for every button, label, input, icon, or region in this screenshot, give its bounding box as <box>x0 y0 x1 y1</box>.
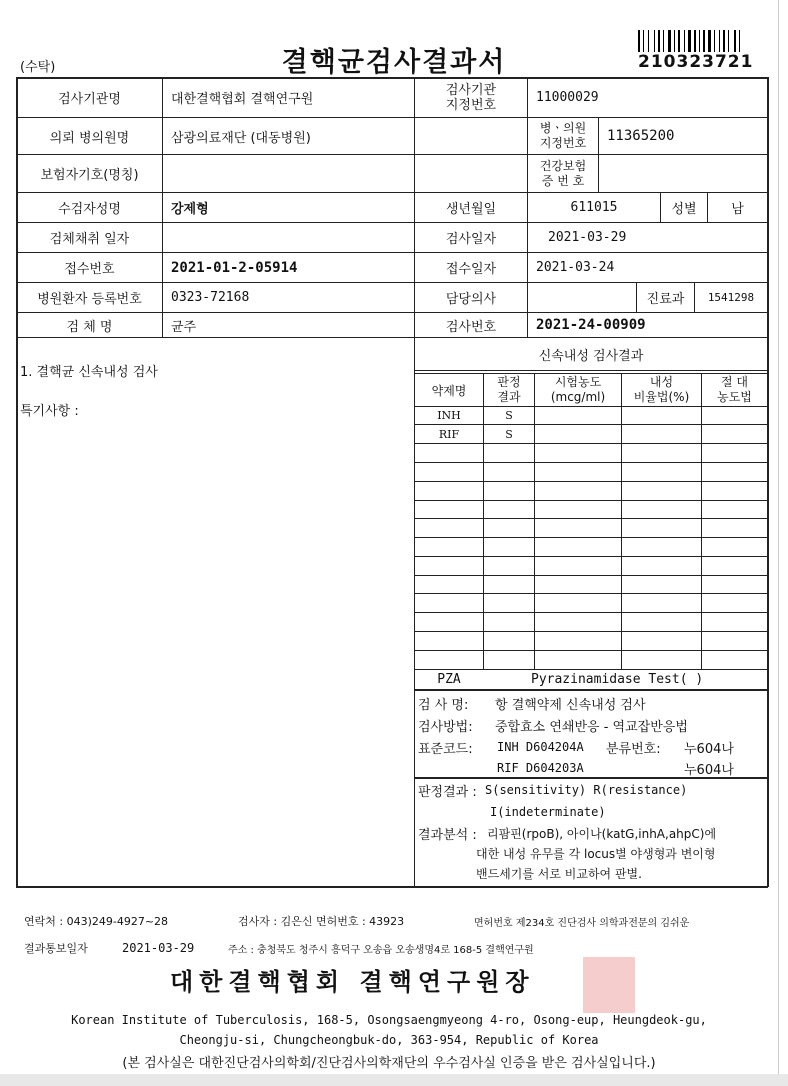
patient-value: 강제형 <box>171 202 209 217</box>
footer-report-date: 2021-03-29 <box>122 941 195 955</box>
standard-code-label: 표준코드: <box>418 741 473 757</box>
doctor-value <box>528 283 644 312</box>
footer-report-date-label: 결과통보일자 <box>24 942 88 955</box>
method-name-label: 검 사 명: <box>418 697 469 713</box>
result-row-line <box>414 500 768 501</box>
col-conc-header-line2: (mcg/ml) <box>550 390 606 404</box>
result-row-line <box>414 593 768 594</box>
class-no-inh: 누604나 <box>684 741 734 757</box>
insurance-card-value <box>599 155 767 192</box>
remarks-label: 특기사항 : <box>20 403 79 419</box>
viewer-bottom-strip <box>0 1074 788 1086</box>
receipt-date-value: 2021-03-24 <box>536 260 615 275</box>
footer-license: 면허번호 제234호 진단검사 의학과전문의 김쉬운 <box>474 917 690 929</box>
entrust-label: (수탁) <box>20 60 56 75</box>
result-row-line <box>414 556 768 557</box>
insured-value <box>163 155 414 192</box>
dept-label: 진료과 <box>646 292 685 307</box>
footer-english-line2: Cheongju-si, Chungcheongbuk-do, 363-954, Republic of Korea <box>179 1033 599 1047</box>
lab-code-value: 11000029 <box>536 90 599 105</box>
judge-line2: I(indeterminate) <box>490 805 606 819</box>
patient-label: 수검자성명 <box>58 202 121 217</box>
footer-examiner: 검사자 : 김은신 면허번호 : 43923 <box>238 915 405 928</box>
doctor-label: 담당의사 <box>445 292 497 307</box>
col-judge-header-line1: 판정 <box>497 375 521 389</box>
insurance-card-label-line1: 건강보험 <box>539 158 587 173</box>
result-row-line <box>414 518 768 519</box>
col-abs-header <box>702 374 767 406</box>
lab-code-label-line1: 검사기관 <box>445 82 497 98</box>
test-date-value: 2021-03-29 <box>548 230 627 245</box>
test-date-label: 검사일자 <box>445 232 497 247</box>
hospital-value: 삼광의료재단 (대동병원) <box>171 130 311 146</box>
col-conc-header <box>535 374 621 406</box>
hospital-label: 의뢰 병의원명 <box>49 130 130 146</box>
footer-address: 주소 : 충청북도 청주시 흥덕구 오송읍 오송생명4로 168-5 결핵연구원 <box>228 944 534 956</box>
hospital-code-label-line1: 병ㆍ의원 <box>539 121 587 135</box>
collect-date-value <box>163 223 414 252</box>
lab-value: 대한결핵협회 결핵연구원 <box>171 92 314 107</box>
result-row-line <box>414 481 768 482</box>
lab-label: 검사기관명 <box>58 92 121 107</box>
row-rif-drug: RIF <box>438 427 460 441</box>
insured-label: 보험자기호(명칭) <box>40 168 139 183</box>
footer-english-line1: Korean Institute of Tuberculosis, 168-5, Osongsaengmyeong 4-ro, Osong-eup, Heungdeok-gu, <box>71 1013 707 1027</box>
receipt-no-value: 2021-01-2-05914 <box>171 259 298 276</box>
insurance-card-label <box>528 155 598 192</box>
standard-code-rif: RIF D604203A <box>497 761 584 775</box>
test-no-label: 검사번호 <box>445 319 497 335</box>
test-no-value: 2021-24-00909 <box>536 317 646 333</box>
col-drug-header: 약제명 <box>431 383 467 398</box>
hospital-code-label-line2: 지정번호 <box>539 136 587 150</box>
result-row-line <box>414 443 768 444</box>
class-no-rif: 누604나 <box>684 762 734 778</box>
col-ratio-header-line2: 비율법(%) <box>633 390 690 404</box>
col-conc-header-line1: 시험농도 <box>554 375 602 389</box>
result-row-line <box>414 537 768 538</box>
birth-value: 611015 <box>570 200 618 215</box>
row-rif-judge: S <box>505 427 513 441</box>
receipt-no-label: 접수번호 <box>64 262 115 277</box>
sex-value: 남 <box>731 202 744 217</box>
analysis-line2: 대한 내성 유무를 각 locus별 야생형과 변이형 <box>476 846 716 861</box>
dept-value: 1541298 <box>707 291 755 304</box>
col-judge-header-line2: 결과 <box>497 390 521 404</box>
standard-code-inh: INH D604204A <box>497 740 584 754</box>
sex-label: 성별 <box>671 202 697 217</box>
result-row-line <box>414 612 768 613</box>
footer-org-name: 대한결핵협회 결핵연구원장 <box>170 966 535 996</box>
analysis-line3: 밴드세기를 서로 비교하여 판별. <box>476 866 642 881</box>
col-judge-header <box>484 374 534 406</box>
analysis-line1: 리팜핀(rpoB), 아이나(katG,inhA,ahpC)에 <box>487 826 717 841</box>
result-row-line <box>414 575 768 576</box>
lab-code-label <box>415 78 527 117</box>
insurance-card-label-line2: 증 번 호 <box>541 173 585 188</box>
test-item: 1. 결핵균 신속내성 검사 <box>20 364 158 380</box>
row-inh-drug: INH <box>437 409 461 422</box>
hospital-code-label <box>528 118 598 154</box>
receipt-date-label: 접수일자 <box>445 262 497 277</box>
barcode-number: 210323721 <box>638 52 754 72</box>
specimen-value: 균주 <box>171 319 197 335</box>
pza-label: PZA <box>437 672 461 687</box>
pza-value: Pyrazinamidase Test( ) <box>531 672 704 687</box>
method-method-label: 검사방법: <box>418 719 473 735</box>
reg-no-label: 병원환자 등록번호 <box>37 292 142 307</box>
analysis-label: 결과분석 : <box>418 827 477 843</box>
result-row-line <box>414 650 768 651</box>
hospital-code-value: 11365200 <box>607 128 675 144</box>
footer-certification: (본 검사실은 대한진단검사의학회/진단검사의학재단의 우수검사실 인증을 받은 검사실입니다.) <box>122 1055 656 1071</box>
row-inh-judge: S <box>505 409 513 422</box>
barcode-image <box>638 30 750 52</box>
reg-no-value: 0323-72168 <box>171 290 250 305</box>
result-row-line <box>414 631 768 632</box>
specimen-label: 검 체 명 <box>66 319 113 335</box>
official-seal <box>583 957 635 1013</box>
method-name-value: 항 결핵약제 신속내성 검사 <box>495 697 646 713</box>
col-ratio-header-line1: 내성 <box>649 375 674 389</box>
results-title: 신속내성 검사결과 <box>538 348 644 364</box>
method-method-value: 중합효소 연쇄반응 - 역교잡반응법 <box>495 719 688 735</box>
result-row-line <box>414 462 768 463</box>
footer-contact: 연락처 : 043)249-4927~28 <box>24 915 169 928</box>
lab-code-label-line2: 지정번호 <box>445 97 497 113</box>
col-abs-header-line1: 절 대 <box>721 375 748 389</box>
class-no-label: 분류번호: <box>606 741 661 757</box>
col-abs-header-line2: 농도법 <box>717 390 752 404</box>
judge-label: 판정결과 : <box>418 784 477 800</box>
judge-line1: S(sensitivity) R(resistance) <box>485 783 688 797</box>
document-title: 결핵균검사결과서 <box>281 47 507 78</box>
col-ratio-header <box>622 374 701 406</box>
collect-date-label: 검체채취 일자 <box>49 232 130 247</box>
birth-label: 생년월일 <box>445 202 497 217</box>
